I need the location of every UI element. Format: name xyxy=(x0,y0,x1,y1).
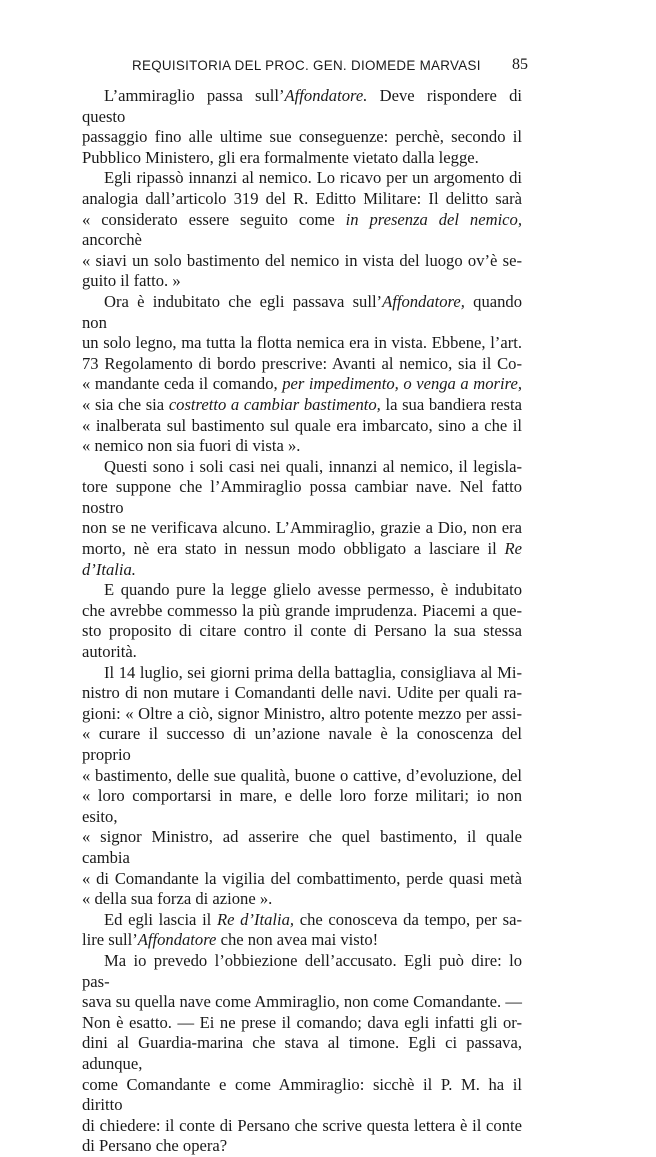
text-run: « loro comportarsi in mare, e delle loro forze militari; io non esito, xyxy=(82,786,522,826)
paragraph xyxy=(82,457,522,581)
italic-text: Affondatore, xyxy=(382,291,465,311)
text-run: sto proposito di citare contro il conte di Persano la sua stessa xyxy=(82,621,522,641)
text-run: guito il fatto. » xyxy=(82,271,181,291)
italic-text: per impedimento, o venga a morire, xyxy=(282,374,522,394)
text-line xyxy=(82,580,522,601)
text-line xyxy=(82,766,522,787)
text-line xyxy=(82,1136,522,1157)
text-run: Deve rispondere di questo xyxy=(82,86,523,126)
text-run: « mandante ceda il comando, xyxy=(82,374,283,394)
text-line xyxy=(82,621,522,642)
text-run: che non avea mai visto! xyxy=(216,930,379,950)
text-run: dini al Guardia-marina che stava al timone. Egli ci passava, adunque, xyxy=(82,1033,522,1073)
text-line xyxy=(82,683,522,704)
text-line xyxy=(82,354,522,375)
text-run: Ma io prevedo l’obbiezione dell’accusato. Egli può dire: lo pas- xyxy=(82,950,522,991)
text-run: Non è esatto. — Ei ne prese il comando; dava egli infatti gli or- xyxy=(82,1012,522,1032)
text-line xyxy=(82,930,522,951)
text-run: sava su quella nave come Ammiraglio, non come Comandante. — xyxy=(82,992,522,1012)
text-line xyxy=(82,1075,522,1116)
text-run: analogia dall’articolo 319 del R. Editto Militare: Il delitto sarà xyxy=(82,188,522,208)
running-header xyxy=(82,56,528,78)
text-line xyxy=(82,271,522,292)
page-number: 85 xyxy=(512,56,528,73)
paragraph xyxy=(82,910,522,951)
text-run: nistro di non mutare i Comandanti delle navi. Udite per quali ra- xyxy=(82,683,522,703)
text-run: un solo legno, ma tutta la flotta nemica era in vista. Ebbene, l’art. xyxy=(82,333,522,353)
text-run: di Persano che opera? xyxy=(82,1136,228,1156)
text-line xyxy=(82,889,522,910)
text-run: Pubblico Ministero, gli era formalmente vietato dalla legge. xyxy=(82,147,479,167)
text-line xyxy=(82,786,522,827)
text-line xyxy=(82,992,522,1013)
paragraph xyxy=(82,292,522,457)
text-run: la sua bandiera resta xyxy=(380,394,522,414)
text-run: « nemico non sia fuori di vista ». xyxy=(82,436,301,456)
text-run: « sia che sia xyxy=(82,394,169,414)
text-line xyxy=(82,86,522,127)
text-run: « siavi un solo bastimento del nemico in vista del luogo ov’è se- xyxy=(82,250,522,270)
paragraph xyxy=(82,663,522,910)
text-line xyxy=(82,518,522,539)
text-run: che avrebbe commesso la più grande imprudenza. Piacemi a que- xyxy=(82,600,522,620)
text-line xyxy=(82,663,522,684)
text-run: 73 Regolamento di bordo prescrive: Avanti al nemico, sia il Co- xyxy=(82,353,522,373)
text-run: Questi sono i soli casi nei quali, innanzi al nemico, il legisla- xyxy=(104,456,522,476)
text-line xyxy=(82,601,522,622)
text-line xyxy=(82,951,522,992)
text-run: autorità. xyxy=(82,642,137,662)
italic-text: Re d’Italia, xyxy=(216,909,295,929)
text-run: morto, nè era stato in nessun modo obbligato a lasciare il xyxy=(82,539,505,559)
text-run: Egli ripassò innanzi al nemico. Lo ricavo per un argomento di xyxy=(104,168,522,188)
text-run: che conosceva da tempo, per sa- xyxy=(294,909,522,929)
text-run: gioni: « Oltre a ciò, signor Ministro, altro potente mezzo per assi- xyxy=(82,703,522,723)
text-line xyxy=(82,148,522,169)
text-line xyxy=(82,127,522,148)
text-line xyxy=(82,189,522,210)
body-text xyxy=(82,86,522,1157)
text-run: di chiedere: il conte di Persano che scrive questa lettera è il conte xyxy=(82,1115,522,1135)
text-run: come Comandante e come Ammiraglio: sicchè il P. M. ha il diritto xyxy=(82,1074,522,1115)
text-line xyxy=(82,827,522,868)
text-run: passaggio fino alle ultime sue conseguenze: perchè, secondo il xyxy=(82,127,522,147)
text-run: quando non xyxy=(82,291,523,332)
text-line xyxy=(82,1013,522,1034)
text-run: Ed egli lascia il xyxy=(104,909,217,929)
text-line xyxy=(82,292,522,333)
text-line xyxy=(82,168,522,189)
paragraph xyxy=(82,580,522,662)
text-run: ancorchè xyxy=(82,230,142,250)
text-run: « curare il successo di un’azione navale è la conoscenza del proprio xyxy=(82,724,522,764)
text-line xyxy=(82,374,522,395)
paragraph xyxy=(82,951,522,1157)
text-line xyxy=(82,910,522,931)
italic-text: Re d’Italia. xyxy=(82,539,522,579)
text-line xyxy=(82,1033,522,1074)
paragraph xyxy=(82,86,522,168)
text-run: « signor Ministro, ad asserire che quel bastimento, il quale cambia xyxy=(82,827,522,867)
running-header-title: REQUISITORIA DEL PROC. GEN. DIOMEDE MARVASI xyxy=(132,58,481,73)
text-run: « considerato essere seguito come xyxy=(82,209,346,229)
text-line xyxy=(82,1116,522,1137)
paragraph xyxy=(82,168,522,292)
text-run: L’ammiraglio passa sull’ xyxy=(104,86,285,105)
text-run: lire sull’ xyxy=(82,930,138,950)
text-run: tore suppone che l’Ammiraglio possa cambiar nave. Nel fatto nostro xyxy=(82,477,522,517)
text-line xyxy=(82,416,522,437)
text-line xyxy=(82,869,522,890)
text-line xyxy=(82,333,522,354)
italic-text: Affondatore. xyxy=(284,86,368,105)
text-run: « della sua forza di azione ». xyxy=(82,889,273,909)
italic-text: in presenza del nemico, xyxy=(345,209,522,229)
text-run: Ora è indubitato che egli passava sull’ xyxy=(104,291,383,311)
text-line xyxy=(82,724,522,765)
text-line xyxy=(82,539,522,580)
text-line xyxy=(82,704,522,725)
text-line xyxy=(82,395,522,416)
text-run: « di Comandante la vigilia del combattimento, perde quasi metà xyxy=(82,868,522,888)
text-line xyxy=(82,436,522,457)
text-line xyxy=(82,642,522,663)
text-line xyxy=(82,477,522,518)
text-run: Il 14 luglio, sei giorni prima della battaglia, consigliava al Mi- xyxy=(104,662,522,682)
text-run: « bastimento, delle sue qualità, buone o cattive, d’evoluzione, del xyxy=(82,765,522,785)
text-line xyxy=(82,457,522,478)
italic-text: Affondatore xyxy=(137,930,217,950)
text-run: « inalberata sul bastimento sul quale era imbarcato, sino a che il xyxy=(82,415,522,435)
italic-text: costretto a cambiar bastimento, xyxy=(168,394,381,414)
text-run: E quando pure la legge glielo avesse permesso, è indubitato xyxy=(104,580,522,600)
text-line xyxy=(82,251,522,272)
text-line xyxy=(82,210,522,251)
text-run: non se ne verificava alcuno. L’Ammiraglio, grazie a Dio, non era xyxy=(82,518,522,538)
